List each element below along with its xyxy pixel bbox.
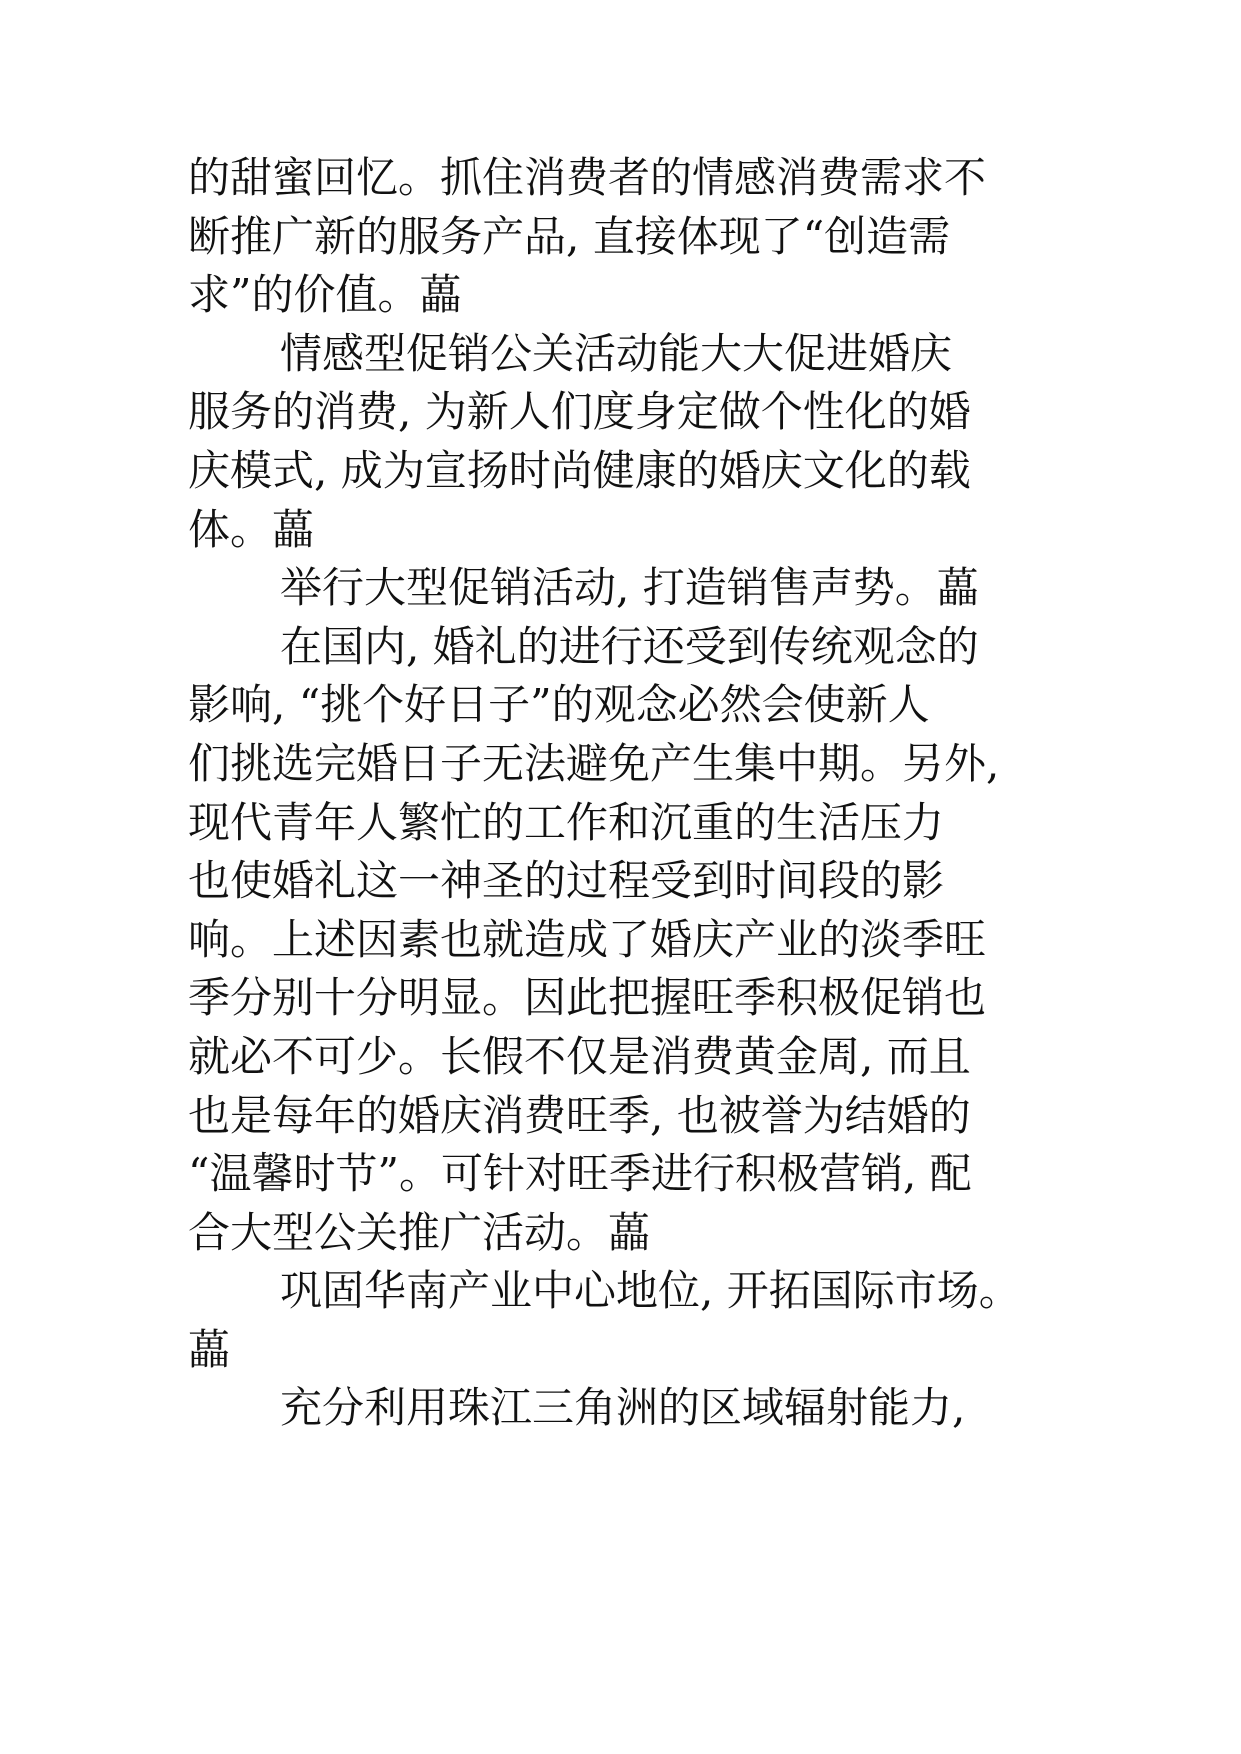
text-line-20: 巩固华南产业中心地位, 开拓国际市场。	[280, 1266, 1021, 1316]
text-line-17: 也是每年的婚庆消费旺季, 也被誉为结婚的	[188, 1090, 971, 1140]
text-line-8: 举行大型促销活动, 打造销售声势。藟	[280, 563, 979, 613]
text-line-21: 藟	[188, 1324, 231, 1374]
text-line-15: 季分别十分明显。因此把握旺季积极促销也	[188, 973, 987, 1023]
document-page	[188, 152, 1068, 1434]
text-line-13: 也使婚礼这一神圣的过程受到时间段的影	[188, 856, 945, 906]
text-line-10: 影响, “挑个好日子”的观念必然会使新人	[188, 680, 930, 730]
text-line-18: “温馨时节”。可针对旺季进行积极营销, 配	[188, 1149, 972, 1199]
text-line-19: 合大型公关推广活动。藟	[188, 1207, 651, 1257]
text-line-6: 庆模式, 成为宣扬时尚健康的婚庆文化的载	[188, 445, 971, 495]
text-line-4: 情感型促销公关活动能大大促进婚庆	[280, 328, 953, 378]
text-line-5: 服务的消费, 为新人们度身定做个性化的婚	[188, 387, 971, 437]
text-line-2: 断推广新的服务产品, 直接体现了“创造需	[188, 211, 951, 261]
text-line-22: 充分利用珠江三角洲的区域辐射能力,	[280, 1383, 966, 1433]
text-line-11: 们挑选完婚日子无法避免产生集中期。另外,	[188, 738, 1000, 788]
text-line-14: 响。上述因素也就造成了婚庆产业的淡季旺	[188, 914, 987, 964]
text-line-1: 的甜蜜回忆。抓住消费者的情感消费需求不	[188, 153, 987, 202]
text-line-3: 求”的价值。藟	[188, 270, 462, 320]
text-line-9: 在国内, 婚礼的进行还受到传统观念的	[280, 621, 979, 671]
text-line-16: 就必不可少。长假不仅是消费黄金周, 而且	[188, 1031, 971, 1081]
text-line-7: 体。藟	[188, 504, 315, 554]
text-line-12: 现代青年人繁忙的工作和沉重的生活压力	[188, 797, 945, 847]
